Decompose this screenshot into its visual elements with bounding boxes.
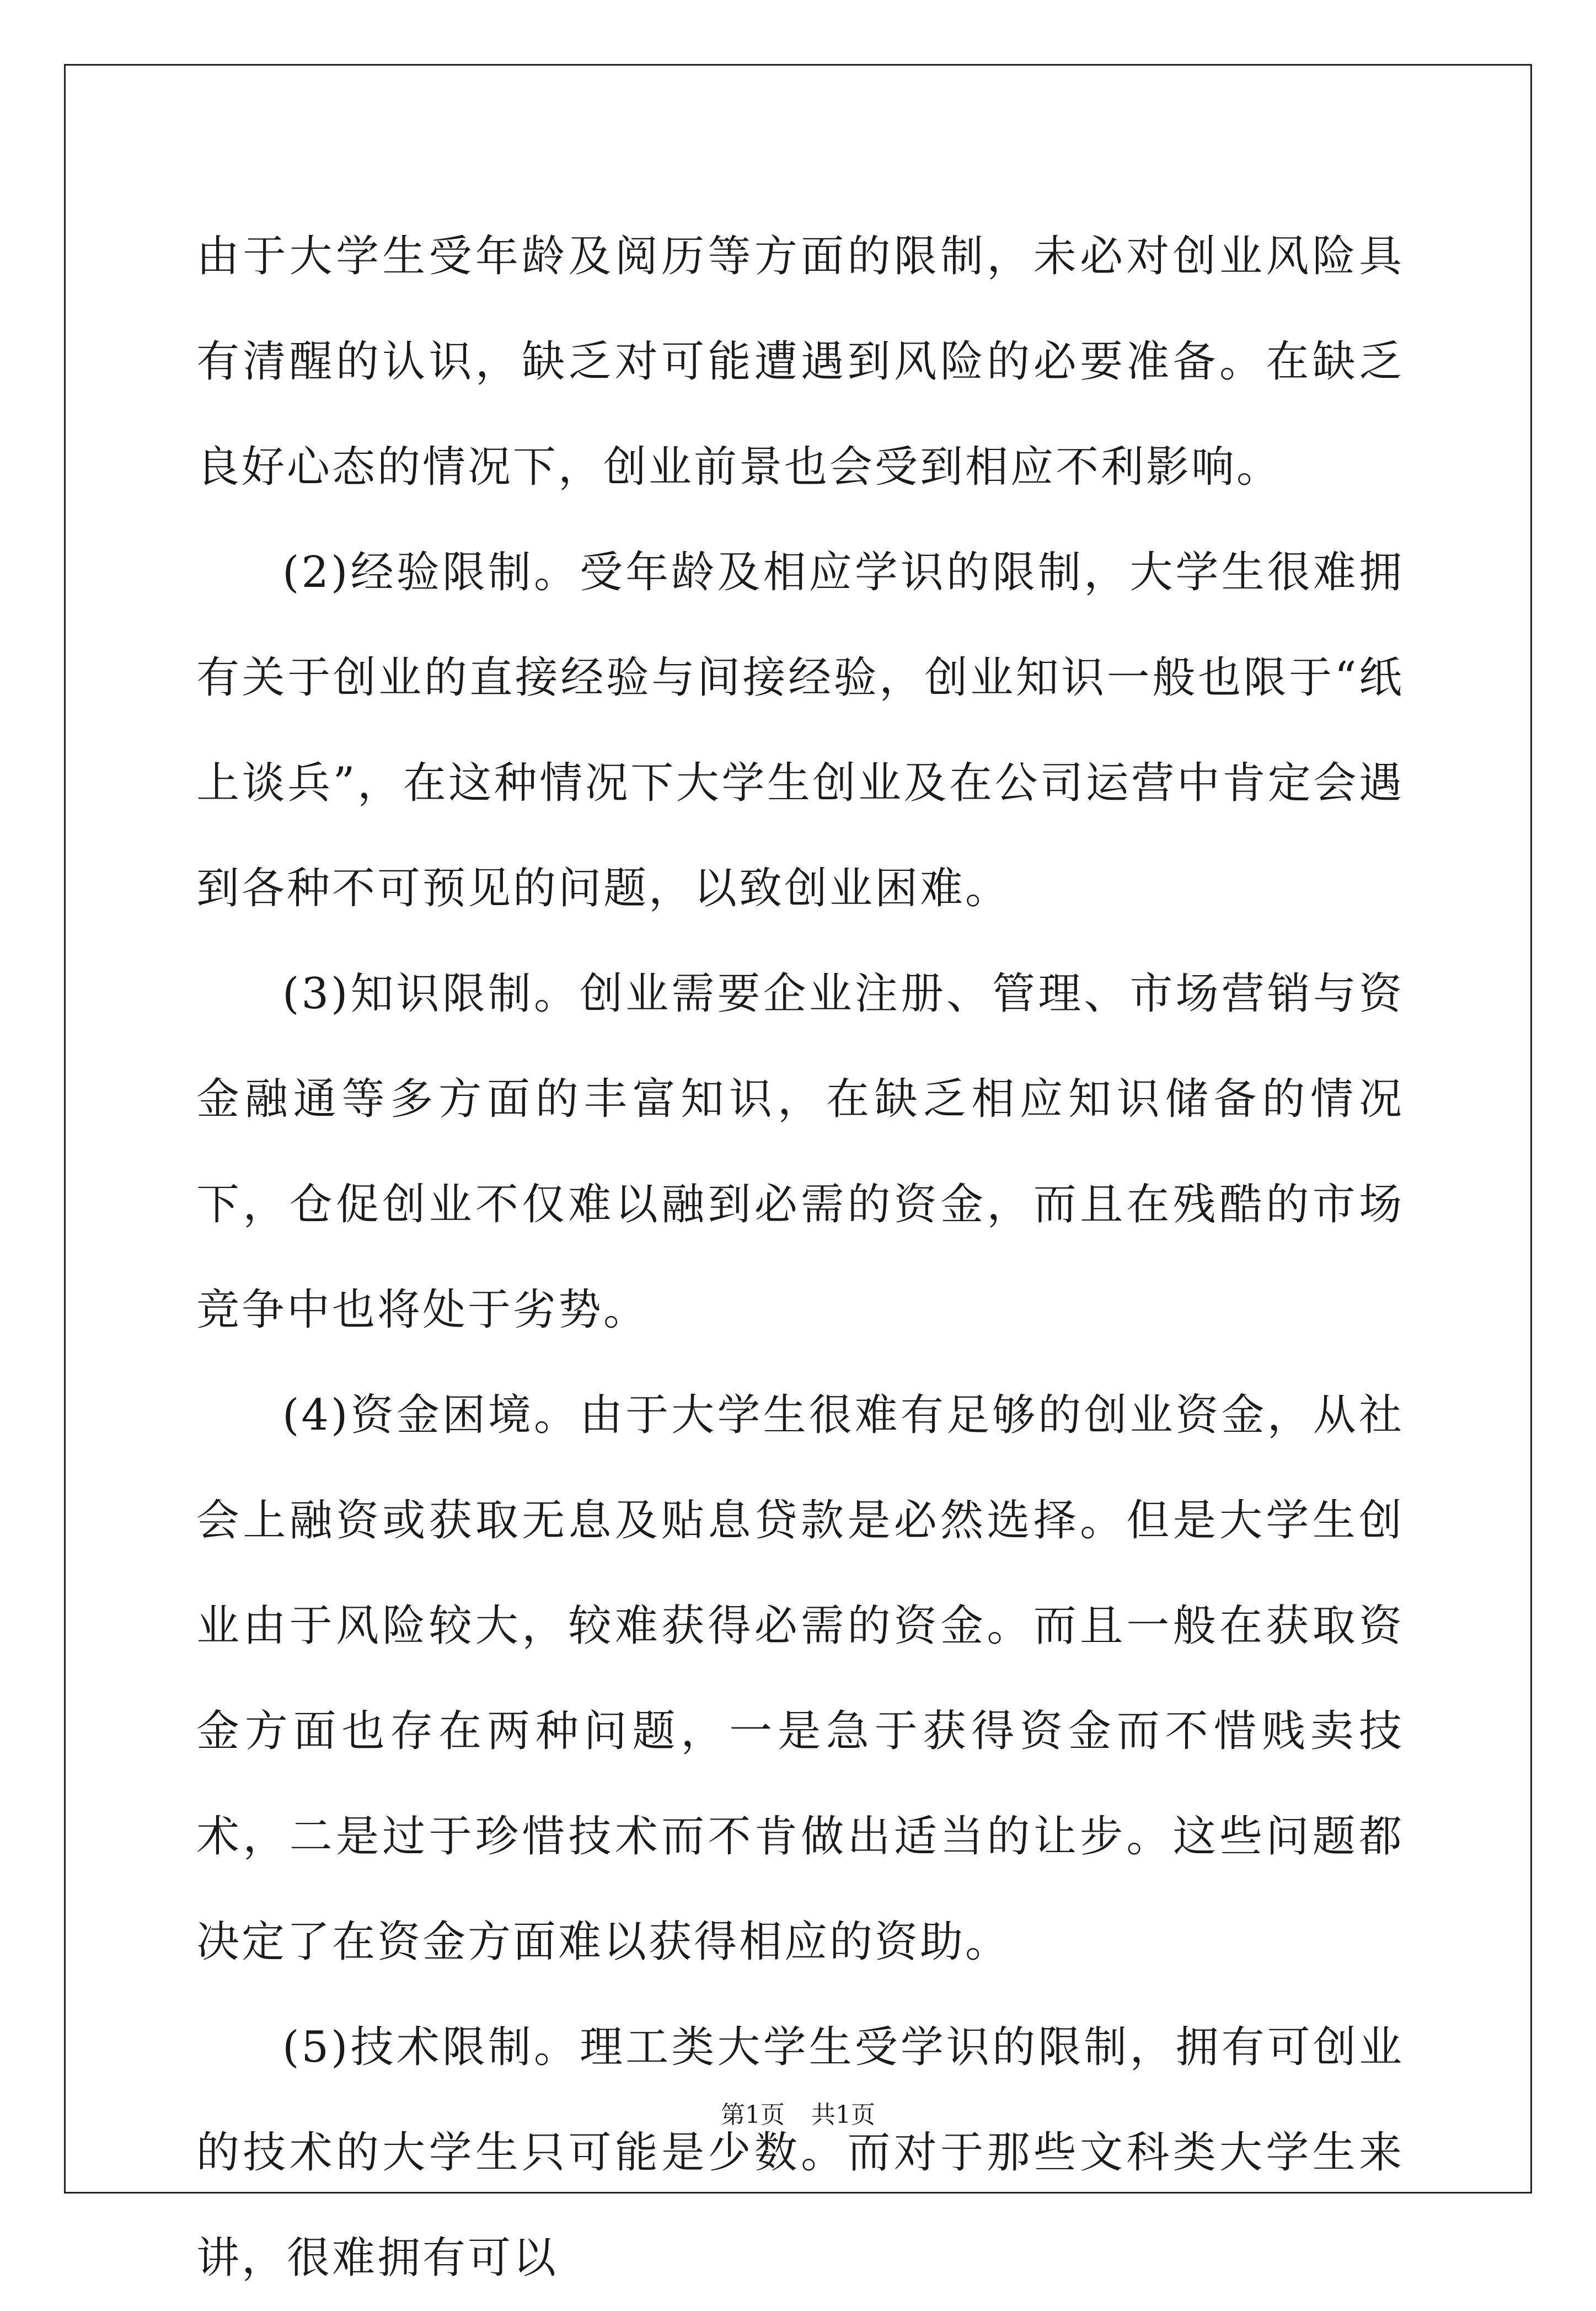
paragraph-2: (2)经验限制。受年龄及相应学识的限制，大学生很难拥有关于创业的直接经验与间接经验，创业知识一般也限于“纸上谈兵”，在这种情况下大学生创业及在公司运营中肯定会遇到各种不可预见的问题，以致创业困难。	[196, 548, 1404, 913]
page-footer	[0, 2099, 1596, 2132]
paragraph-1: 由于大学生受年龄及阅历等方面的限制，未必对创业风险具有清醒的认识，缺乏对可能遭遇到风险的必要准备。在缺乏良好心态的情况下，创业前景也会受到相应不利影响。	[196, 232, 1404, 492]
paragraph-5: (5)技术限制。理工类大学生受学识的限制，拥有可创业的技术的大学生只可能是少数。而对于那些文科类大学生来讲，很难拥有可以	[196, 2023, 1404, 2283]
document-body	[196, 204, 1404, 2311]
paragraph-3: (3)知识限制。创业需要企业注册、管理、市场营销与资金融通等多方面的丰富知识，在缺乏相应知识储备的情况下，仓促创业不仅难以融到必需的资金，而且在残酷的市场竞争中也将处于劣势。	[196, 969, 1404, 1335]
paragraph-4: (4)资金困境。由于大学生很难有足够的创业资金，从社会上融资或获取无息及贴息贷款是必然选择。但是大学生创业由于风险较大，较难获得必需的资金。而且一般在获取资金方面也存在两种问题，一是急于获得资金而不惜贱卖技术，二是过于珍惜技术而不肯做出适当的让步。这些问题都决定了在资金方面难以获得相应的资助。	[196, 1390, 1404, 1967]
page-number: 第1页	[721, 2101, 785, 2129]
page-total: 共1页	[811, 2101, 875, 2129]
